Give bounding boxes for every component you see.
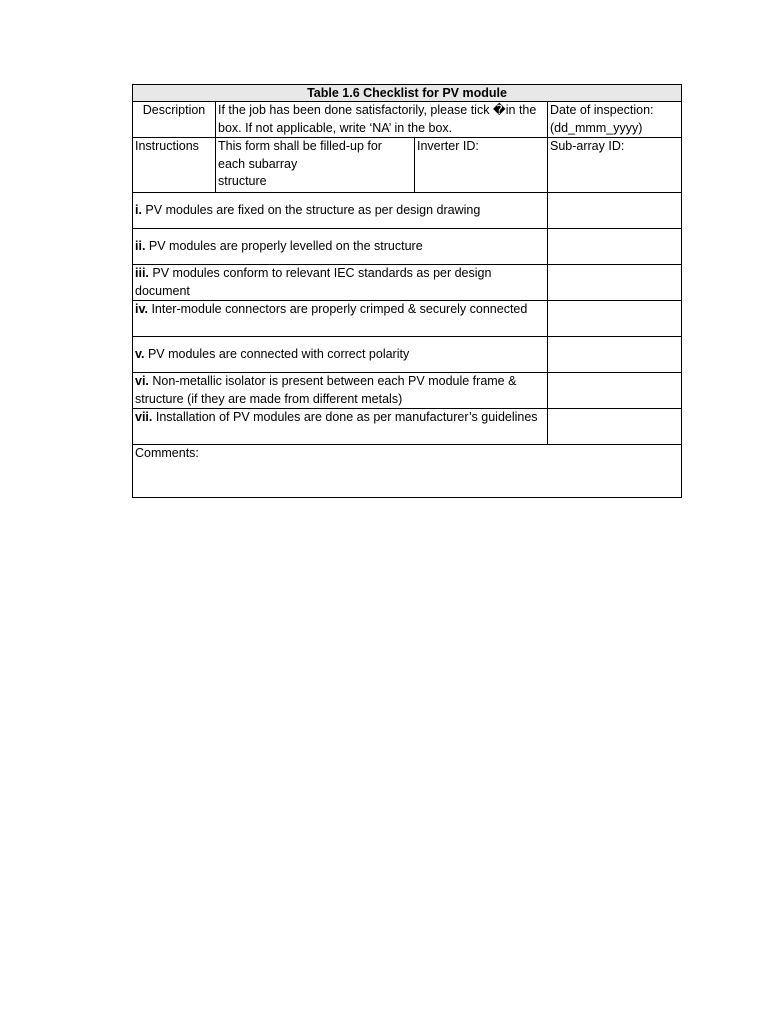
pv-module-checklist-table [132,84,682,498]
table-title-row [133,85,682,102]
checklist-item-description: PV modules are connected with correct polarity [144,346,410,361]
description-row [133,102,682,138]
inverter-id-field[interactable]: Inverter ID: [415,138,548,193]
checklist-item-tick-box[interactable] [548,265,682,301]
checklist-item-number: vii. [135,410,153,424]
description-text: If the job has been done satisfactorily, please tick �in the box. If not applicable, write ‘NA’ in the box. [216,102,548,138]
checklist-item-text [133,409,548,445]
checklist-item-number: v. [135,346,145,361]
checklist-item-tick-box[interactable] [548,301,682,337]
instructions-line-2: each subarray [218,156,298,171]
instructions-line-3: structure [218,174,267,188]
checklist-item-description: PV modules are fixed on the structure as per design drawing [141,202,481,217]
checklist-item-number: iv. [135,302,148,316]
checklist-item-row [133,229,682,265]
instructions-label: Instructions [133,138,216,193]
checklist-item-description: Inter-module connectors are properly crimped & securely connected [147,302,528,316]
checklist-item-text [133,373,548,409]
checklist-item-row [133,301,682,337]
checklist-item-tick-box[interactable] [548,229,682,265]
comments-row [133,445,682,498]
description-label: Description [133,102,216,138]
checklist-item-number: vi. [135,374,149,388]
comments-field[interactable]: Comments: [133,445,682,498]
checklist-item-tick-box[interactable] [548,193,682,229]
table-title: Table 1.6 Checklist for PV module [133,85,682,102]
checklist-item-text [133,229,548,265]
instructions-line-1: This form shall be filled-up for [218,139,382,153]
sub-array-id-field[interactable]: Sub-array ID: [548,138,682,193]
checklist-item-description: PV modules conform to relevant IEC standards as per design document [135,266,492,298]
checklist-item-text [133,193,548,229]
checklist-item-number: i. [135,202,142,217]
checklist-item-number: ii. [135,238,146,253]
checklist-item-row [133,265,682,301]
checklist-item-description: Installation of PV modules are done as per manufacturer’s guidelines [152,410,538,424]
date-of-inspection-label: Date of inspection: [550,103,654,117]
instructions-row [133,138,682,193]
checklist-item-row [133,409,682,445]
checklist-item-description: PV modules are properly levelled on the structure [145,238,423,253]
checklist-item-tick-box[interactable] [548,373,682,409]
checklist-item-row [133,193,682,229]
date-format-hint: (dd_mmm_yyyy) [550,120,643,135]
checklist-item-tick-box[interactable] [548,337,682,373]
checklist-item-tick-box[interactable] [548,409,682,445]
checklist-item-text [133,265,548,301]
date-of-inspection-cell[interactable] [548,102,682,138]
checklist-item-row [133,373,682,409]
checklist-item-text [133,301,548,337]
checklist-item-text [133,337,548,373]
checklist-item-row [133,337,682,373]
checklist-item-number: iii. [135,266,149,280]
instructions-text [216,138,415,193]
checklist-item-description: Non-metallic isolator is present between each PV module frame & structure (if they are made from different metals) [135,374,517,406]
